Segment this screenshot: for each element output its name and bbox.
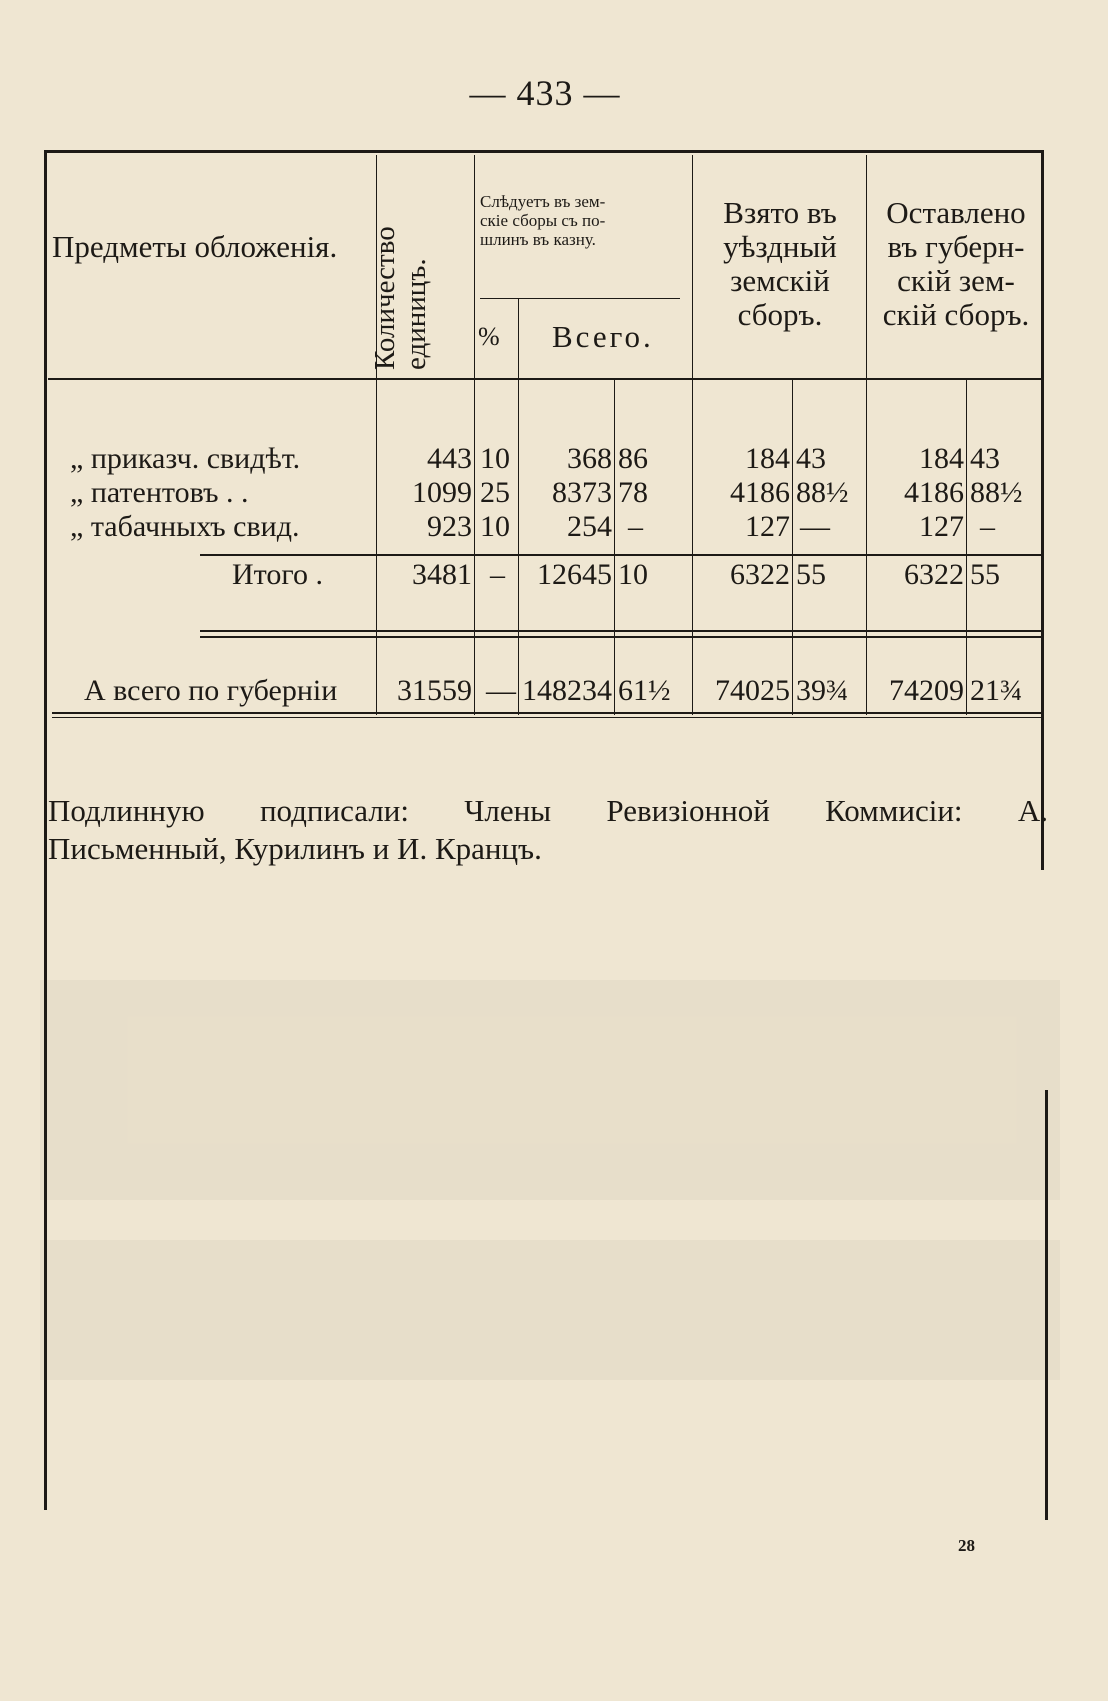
table-top-rule [44,150,1044,153]
row-label: „ патентовъ . . [70,476,249,509]
row-label: „ приказч. свидѣт. [70,442,301,475]
table-bottom-rule [52,717,1042,718]
page-number: — 433 — [469,73,621,113]
uyezd-kopecks-cell: 39¾ [796,674,849,707]
bleed-through-shadow [40,1240,1060,1380]
gub-rubles-cell: 184 [919,442,964,475]
gub-rubles-cell: 4186 [904,476,964,509]
uyezd-rubles-cell: 74025 [715,674,790,707]
total-kopecks-cell: 86 [618,442,648,475]
table-bottom-rule [52,712,1042,714]
total-kopecks-cell: 78 [618,476,648,509]
qty-cell: 1099 [412,476,472,509]
bleed-through-shadow [40,980,1060,1200]
gub-kopecks-cell: 88½ [970,476,1023,509]
row-label: А всего по губерніи [84,674,338,707]
subtotal-rule [200,554,1042,556]
uyezd-kopecks-cell: 43 [796,442,826,475]
gub-rubles-cell: 74209 [889,674,964,707]
col-rule [518,298,519,715]
total-rubles-cell: 254 [567,510,612,543]
row-label: Итого . [232,558,323,591]
subheader-rule [480,298,680,299]
table-left-border [44,150,47,1510]
qty-cell: 3481 [412,558,472,591]
gub-kopecks-cell: – [980,510,995,543]
header-total: Всего. [552,319,654,354]
total-kopecks-cell: – [628,510,643,543]
total-rubles-cell: 12645 [537,558,612,591]
qty-cell: 443 [427,442,472,475]
header-subject: Предметы обложенія. [52,229,338,264]
row-label: „ табачныхъ свид. [70,510,300,543]
uyezd-kopecks-cell: 55 [796,558,826,591]
col-rule [614,380,615,715]
pct-cell: 25 [480,476,510,509]
gub-rubles-cell: 6322 [904,558,964,591]
header-zemstvo-share: Слѣдуетъ въ зем- скіе сборы съ по- шлинъ въ казну. [480,192,606,249]
header-quantity: Количество единицъ. [369,226,432,370]
total-rubles-cell: 8373 [552,476,612,509]
signature-line-2: Письменный, Курилинъ и И. Кранцъ. [48,831,542,866]
header-uyezd: Взято въ уѣздный земскій сборъ. [723,195,837,332]
total-kopecks-cell: 10 [618,558,648,591]
gub-kopecks-cell: 55 [970,558,1000,591]
uyezd-rubles-cell: 6322 [730,558,790,591]
separator-rule [200,630,1042,632]
signature-mark: 28 [958,1536,975,1555]
uyezd-rubles-cell: 184 [745,442,790,475]
uyezd-kopecks-cell: 88½ [796,476,849,509]
header-bottom-rule [48,378,1044,380]
gub-kopecks-cell: 43 [970,442,1000,475]
gub-rubles-cell: 127 [919,510,964,543]
pct-cell: 10 [480,442,510,475]
col-rule [966,380,967,715]
total-rubles-cell: 368 [567,442,612,475]
pct-cell: — [486,674,516,707]
table-right-border [1045,1090,1048,1520]
total-rubles-cell: 148234 [522,674,612,707]
header-percent: % [478,322,500,351]
uyezd-rubles-cell: 127 [745,510,790,543]
gub-kopecks-cell: 21¾ [970,674,1023,707]
table-right-border [1041,150,1044,870]
header-gubern: Оставлено въ губерн- скій зем- скій сборъ. [882,195,1030,332]
qty-cell: 923 [427,510,472,543]
separator-rule [200,636,1042,638]
col-rule [792,380,793,715]
signature-line-1: Подлинную подписали: Члены Ревизіонной Коммисіи: А. [48,793,1048,828]
pct-cell: 10 [480,510,510,543]
qty-cell: 31559 [397,674,472,707]
pct-cell: – [490,558,505,591]
uyezd-kopecks-cell: — [800,510,830,543]
total-kopecks-cell: 61½ [618,674,671,707]
uyezd-rubles-cell: 4186 [730,476,790,509]
